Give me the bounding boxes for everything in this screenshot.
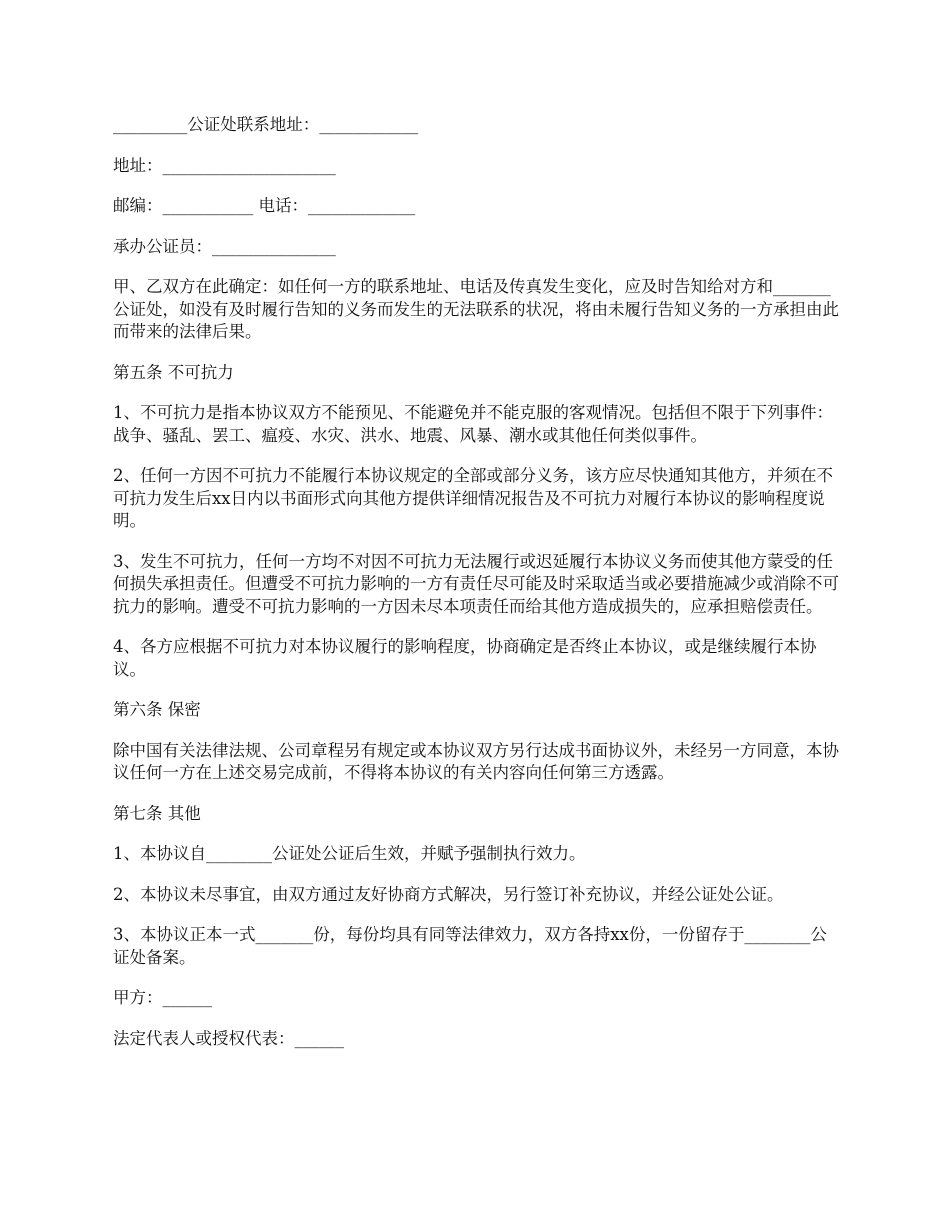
article-7-clause-1: 1、本协议自________公证处公证后生效，并赋予强制执行效力。: [113, 844, 586, 863]
notary-contact-address-line: _________公证处联系地址：____________: [113, 115, 419, 134]
article-5-clause-1: 1、不可抗力是指本协议双方不能预见、不能避免并不能克服的客观情况。包括但不限于下列事件：战争、骚乱、罢工、瘟疫、水灾、洪水、地震、风暴、潮水或其他任何类似事件。: [113, 403, 833, 445]
article-5-clause-4: 4、各方应根据不可抗力对本协议履行的影响程度，协商确定是否终止本协议，或是继续履行本协议。: [113, 637, 817, 679]
article-6-clause: 除中国有关法律法规、公司章程另有规定或本协议双方另行达成书面协议外，未经另一方同意，本协议任何一方在上述交易完成前，不得将本协议的有关内容向任何第三方透露。: [113, 740, 839, 782]
address-line: 地址：_____________________: [113, 155, 336, 175]
notary-officer-line: 承办公证员：_______________: [113, 236, 336, 256]
article-7-heading: 第七条 其他: [113, 803, 201, 823]
article-5-clause-2: 2、任何一方因不可抗力不能履行本协议规定的全部或部分义务，该方应尽快通知其他方，并须在不可抗力发生后xx日内以书面形式向其他方提供详细情况报告及不可抗力对履行本协议的影响程度说明。: [113, 466, 833, 530]
legal-representative-line: 法定代表人或授权代表：______: [113, 1028, 344, 1048]
postcode-phone-line: 邮编：___________ 电话：_____________: [113, 196, 416, 215]
article-5-heading: 第五条 不可抗力: [113, 362, 234, 382]
article-7-clause-2: 2、本协议未尽事宜，由双方通过友好协商方式解决，另行签订补充协议，并经公证处公证。: [113, 884, 784, 904]
document-page: [113, 114, 841, 1068]
article-6-heading: 第六条 保密: [113, 700, 201, 719]
article-5-clause-3: 3、发生不可抗力，任何一方均不对因不可抗力无法履行或迟延履行本协议义务而使其他方蒙受的任何损失承担责任。但遭受不可抗力影响的一方有责任尽可能及时采取适当或必要措施减少或消除不可抗力的影响。遭受不可抗力影响的一方因未尽本项责任而给其他方造成损失的，应承担赔偿责任。: [113, 551, 839, 616]
party-a-line: 甲方：______: [113, 988, 212, 1007]
article-7-clause-3: 3、本协议正本一式_______份，每份均具有同等法律效力，双方各持xx份，一份留存于________公证处备案。: [113, 925, 827, 967]
contact-change-clause: 甲、乙双方在此确定：如任何一方的联系地址、电话及传真发生变化，应及时告知给对方和_______公证处，如没有及时履行告知的义务而发生的无法联系的状况，将由未履行告知义务的一方承担由此而带来的法律后果。: [113, 277, 839, 341]
